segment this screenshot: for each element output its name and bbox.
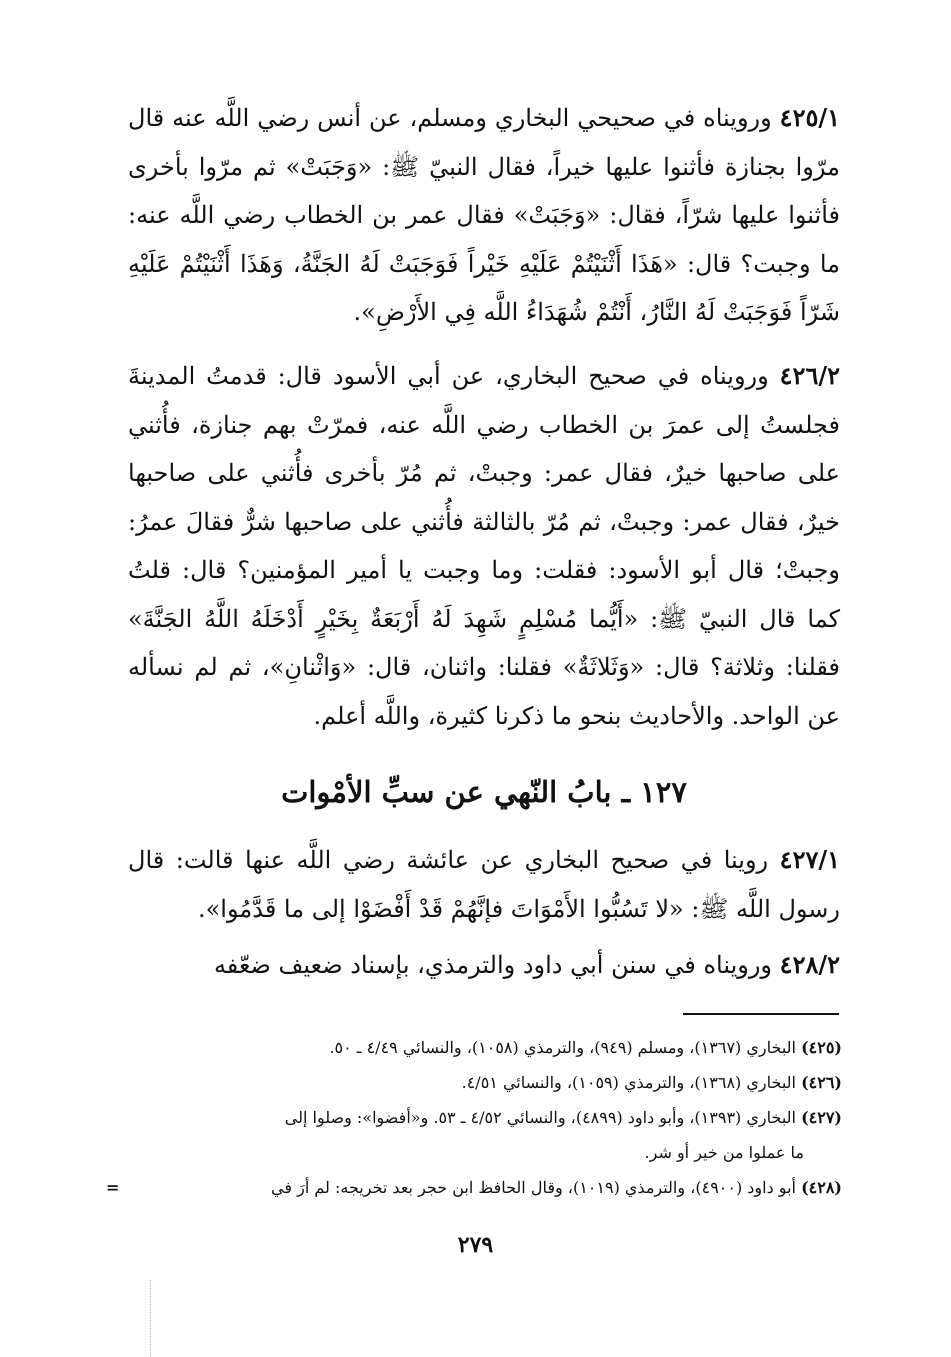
- footnote-text: البخاري (١٣٦٧)، ومسلم (٩٤٩)، والترمذي (١٠٥٨)، والنسائي ٤/٤٩ ـ ٥٠.: [329, 1038, 796, 1057]
- footnote-number: (٤٢٧): [801, 1108, 842, 1127]
- hadith-number: ٤٢٨/٢: [779, 950, 840, 979]
- chapter-heading: ١٢٧ ـ بابُ النّهي عن سبِّ الأمْوات: [281, 775, 687, 809]
- hadith-text: روينا في صحيح البخاري عن عائشة رضي اللَّه عنها قالت: قال رسول اللَّه ﷺ: «لا تَسُبُّوا الأَمْوَاتَ فإنَّهُمْ قَدْ أَفْضَوْا إلى ما قَدَّمُوا».: [128, 846, 840, 923]
- footnote-426: [128, 1065, 842, 1100]
- page-number: ٢٧٩: [457, 1232, 494, 1258]
- footnote-number: (٤٢٦): [801, 1073, 842, 1092]
- hadith-number: ٤٢٧/١: [779, 845, 840, 874]
- continued-marker: =: [106, 1178, 120, 1197]
- hadith-number: ٤٢٥/١: [779, 103, 840, 132]
- hadith-paragraph-428: [128, 941, 840, 989]
- footnote-continuation: ما عملوا من خير أو شر.: [644, 1143, 804, 1162]
- binding-edge-line: [150, 1280, 151, 1357]
- hadith-paragraph-427: [128, 836, 840, 933]
- footnotes: [106, 1030, 842, 1205]
- footnote-text: البخاري (١٣٩٣)، وأبو داود (٤٨٩٩)، والنسائي ٤/٥٢ ـ ٥٣. و«أفضوا»: وصلوا إلى: [284, 1108, 796, 1127]
- footnote-text: البخاري (١٣٦٨)، والترمذي (١٠٥٩)، والنسائي ٤/٥١.: [461, 1073, 796, 1092]
- footnote-number: (٤٢٥): [801, 1038, 842, 1057]
- hadith-text: ورويناه في صحيحي البخاري ومسلم، عن أنس رضي اللَّه عنه قال مرّوا بجنازة فأثنوا عليها خيراً، فقال النبيّ ﷺ: «وَجَبَتْ» ثم مرّوا بأخرى فأثنوا عليها شرّاً، فقال: «وَجَبَتْ» فقال عمر بن الخطاب رضي اللَّه عنه: ما وجبت؟ قال: «هَذَا أَثْنَيْتُمْ عَلَيْهِ خَيْراً فَوَجَبَتْ لَهُ الجَنَّةُ، وَهَذَا أَثْنَيْتُمْ عَلَيْهِ شَرّاً فَوَجَبَتْ لَهُ النَّارُ، أَنْتُمْ شُهَدَاءُ اللَّه فِي الأَرْضِ».: [128, 104, 840, 326]
- hadith-text: ورويناه في صحيح البخاري، عن أبي الأسود قال: قدمتُ المدينةَ فجلستُ إلى عمرَ بن الخطاب رضي اللَّه عنه، فمرّتْ بهم جنازة، فأُثني على صاحبها خيرٌ، فقال عمر: وجبتْ، ثم مُرّ بأخرى فأُثني على صاحبها خيرٌ، فقال عمر: وجبتْ، ثم مُرّ بالثالثة فأُثني على صاحبها شرٌّ فقالَ عمرُ: وجبتْ؛ قال أبو الأسود: فقلت: وما وجبت يا أمير المؤمنين؟ قال: قلتُ كما قال النبيّ ﷺ: «أَيُّما مُسْلِمٍ شَهِدَ لَهُ أَرْبَعَةٌ بِخَيْرٍ أَدْخَلَهُ اللَّهُ الجَنَّةَ» فقلنا: وثلاثة؟ قال: «وَثَلاثَةٌ» فقلنا: واثنان، قال: «وَاثْنانِ»، ثم لم نسأله عن الواحد. والأحاديث بنحو ما ذكرنا كثيرة، واللَّه أعلم.: [128, 362, 841, 730]
- hadith-paragraph-425: [128, 94, 840, 337]
- footnote-428: [106, 1170, 842, 1205]
- hadith-paragraph-426: [128, 352, 840, 740]
- footnote-425: [128, 1030, 842, 1065]
- footnote-number: (٤٢٨): [801, 1178, 842, 1197]
- footnote-text: أبو داود (٤٩٠٠)، والترمذي (١٠١٩)، وقال الحافظ ابن حجر بعد تخريجه: لم أرَ في: [271, 1178, 796, 1197]
- footnote-separator: [683, 1013, 839, 1015]
- hadith-text: ورويناه في سنن أبي داود والترمذي، بإسناد ضعيف ضعّفه: [213, 951, 773, 979]
- footnote-427: [128, 1100, 842, 1170]
- hadith-number: ٤٢٦/٢: [779, 361, 840, 390]
